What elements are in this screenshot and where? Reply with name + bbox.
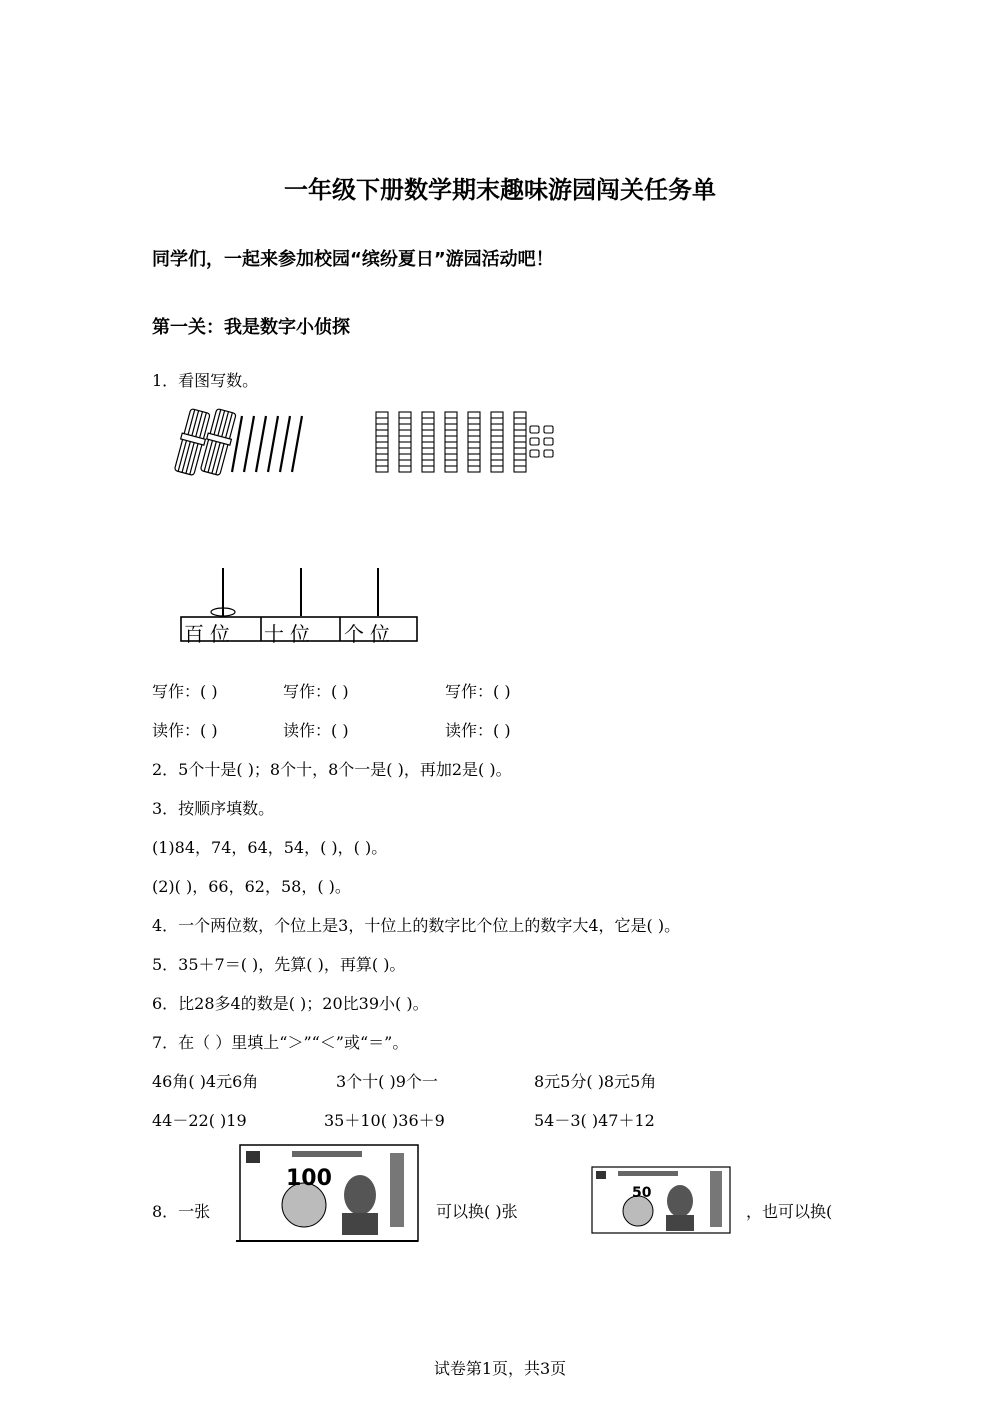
compare-1[interactable]: 46角( )4元6角 <box>152 1072 259 1091</box>
abacus-label-hundreds: 百位 <box>184 622 236 646</box>
banknote-100-image <box>232 1143 422 1245</box>
compare-4[interactable]: 44－22( )19 <box>152 1111 247 1130</box>
sticks-illustration <box>170 408 310 478</box>
compare-2[interactable]: 3个十( )9个一 <box>336 1072 438 1091</box>
blocks-illustration <box>372 410 562 474</box>
intro-text: 同学们，一起来参加校园“缤纷夏日”游园活动吧！ <box>152 249 554 270</box>
compare-3[interactable]: 8元5分( )8元5角 <box>534 1072 657 1091</box>
compare-6[interactable]: 54－3( )47＋12 <box>534 1111 655 1130</box>
write-field-2[interactable]: 写作：( ) <box>283 682 349 701</box>
question-3-line-1: (1)84，74，64，54，( )，( )。 <box>152 838 388 857</box>
question-3-line-2: (2)( )，66，62，58，( )。 <box>152 877 351 896</box>
question-8-suffix: ，也可以换( <box>746 1202 833 1221</box>
banknote-50-image <box>588 1165 734 1237</box>
question-3-label: 3．按顺序填数。 <box>152 799 275 818</box>
page-title: 一年级下册数学期末趣味游园闯关任务单 <box>284 176 716 204</box>
question-6: 6．比28多4的数是( )；20比39小( )。 <box>152 994 429 1013</box>
banknote-50-value: 50 <box>632 1185 652 1201</box>
write-field-3[interactable]: 写作：( ) <box>445 682 511 701</box>
question-1-label: 1．看图写数。 <box>152 371 259 390</box>
banknote-100-value: 100 <box>286 1166 332 1191</box>
abacus-label-tens: 十位 <box>264 622 316 646</box>
question-7-label: 7．在（ ）里填上“＞”“＜”或“＝”。 <box>152 1033 409 1052</box>
section-heading: 第一关：我是数字小侦探 <box>152 317 350 338</box>
read-field-1[interactable]: 读作：( ) <box>152 721 218 740</box>
write-field-1[interactable]: 写作：( ) <box>152 682 218 701</box>
compare-5[interactable]: 35＋10( )36＋9 <box>324 1111 445 1130</box>
question-2: 2．5个十是( )；8个十，8个一是( )，再加2是( )。 <box>152 760 512 779</box>
page-footer: 试卷第1页，共3页 <box>433 1359 567 1378</box>
question-4: 4．一个两位数，个位上是3，十位上的数字比个位上的数字大4，它是( )。 <box>152 916 681 935</box>
question-8-prefix: 8．一张 <box>152 1202 211 1221</box>
question-8-mid: 可以换( )张 <box>436 1202 518 1221</box>
abacus-label-ones: 个位 <box>344 622 396 646</box>
question-5: 5．35＋7＝( )，先算( )，再算( )。 <box>152 955 406 974</box>
read-field-2[interactable]: 读作：( ) <box>283 721 349 740</box>
read-field-3[interactable]: 读作：( ) <box>445 721 511 740</box>
